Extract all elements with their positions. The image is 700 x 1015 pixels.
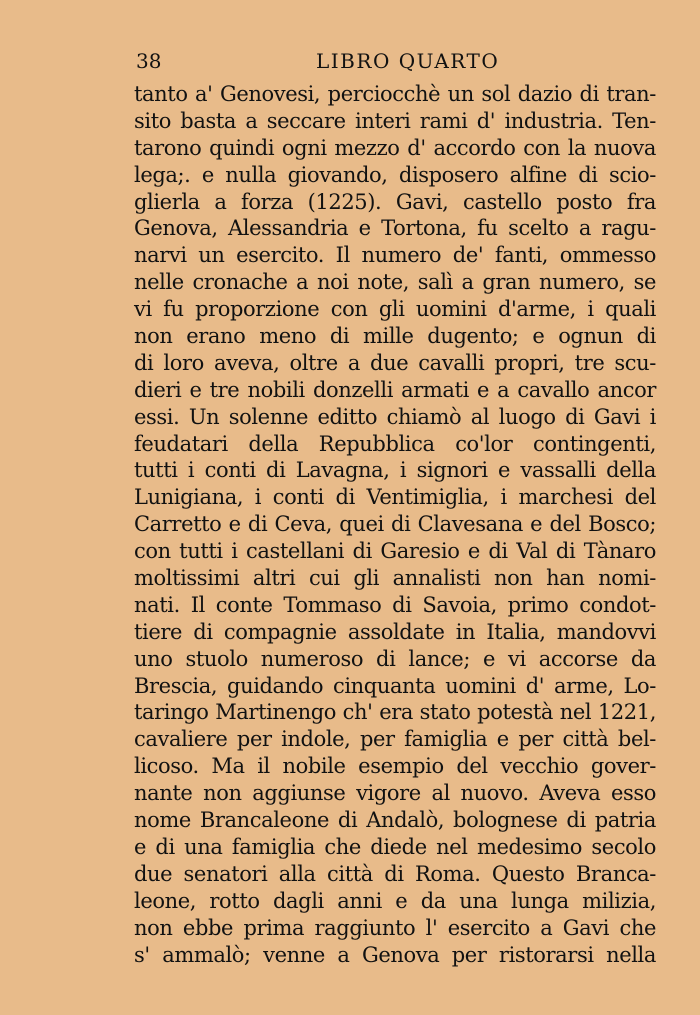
body-text [134,81,656,968]
text-line: tutti i conti di Lavagna, i signori e vassalli della [134,458,656,483]
text-line: lega;. e nulla giovando, disposero alfine di scio- [134,162,656,187]
text-line: essi. Un solenne editto chiamò al luogo di Gavi i [134,404,656,429]
text-line: nelle cronache a noi note, salì a gran numero, se [134,270,656,295]
text-line: sito basta a seccare interi rami d' industria. Ten- [134,108,656,133]
text-line: vi fu proporzione con gli uomini d'arme, i quali [134,297,656,322]
text-line: Genova, Alessandria e Tortona, fu scelto a ragu- [134,216,656,241]
text-line: di loro aveva, oltre a due cavalli propri, tre scu- [134,350,656,375]
text-line: s' ammalò; venne a Genova per ristorarsi nella [134,942,656,967]
text-line: narvi un esercito. Il numero de' fanti, ommesso [134,243,656,268]
text-line: taringo Martinengo ch' era stato potestà nel 1221, [134,700,656,725]
text-line: Brescia, guidando cinquanta uomini d' arme, Lo- [134,673,656,698]
text-line: dieri e tre nobili donzelli armati e a cavallo ancor [134,377,656,402]
text-line: con tutti i castellani di Garesio e di Val di Tànaro [134,539,656,564]
text-line: Carretto e di Ceva, quei di Clavesana e del Bosco; [134,512,656,537]
page-number: 38 [136,49,162,73]
running-head: LIBRO QUARTO [316,49,500,73]
text-line: licoso. Ma il nobile esempio del vecchio gover- [134,754,656,779]
text-line: uno stuolo numeroso di lance; e vi accorse da [134,646,656,671]
text-line: nome Brancaleone di Andalò, bolognese di patria [134,808,656,833]
text-line: leone, rotto dagli anni e da una lunga milizia, [134,888,656,913]
text-line: cavaliere per indole, per famiglia e per città bel- [134,727,656,752]
text-line: feudatari della Repubblica co'lor contingenti, [134,431,656,456]
text-line: nante non aggiunse vigore al nuovo. Aveva esso [134,781,656,806]
text-line: Lunigiana, i conti di Ventimiglia, i marchesi del [134,485,656,510]
text-line: glierla a forza (1225). Gavi, castello posto fra [134,189,656,214]
text-line: non erano meno di mille dugento; e ognun di [134,324,656,349]
text-line: moltissimi altri cui gli annalisti non han nomi- [134,566,656,591]
page-header [136,49,652,79]
text-line: tanto a' Genovesi, perciocchè un sol dazio di tran- [134,82,656,106]
text-line: e di una famiglia che diede nel medesimo secolo [134,834,656,859]
text-line: tiere di compagnie assoldate in Italia, mandovvi [134,619,656,644]
text-line: nati. Il conte Tommaso di Savoia, primo condot- [134,592,656,617]
text-line: tarono quindi ogni mezzo d' accordo con la nuova [134,135,656,160]
text-line: non ebbe prima raggiunto l' esercito a Gavi che [134,915,656,940]
text-line: due senatori alla città di Roma. Questo Branca- [134,861,656,886]
